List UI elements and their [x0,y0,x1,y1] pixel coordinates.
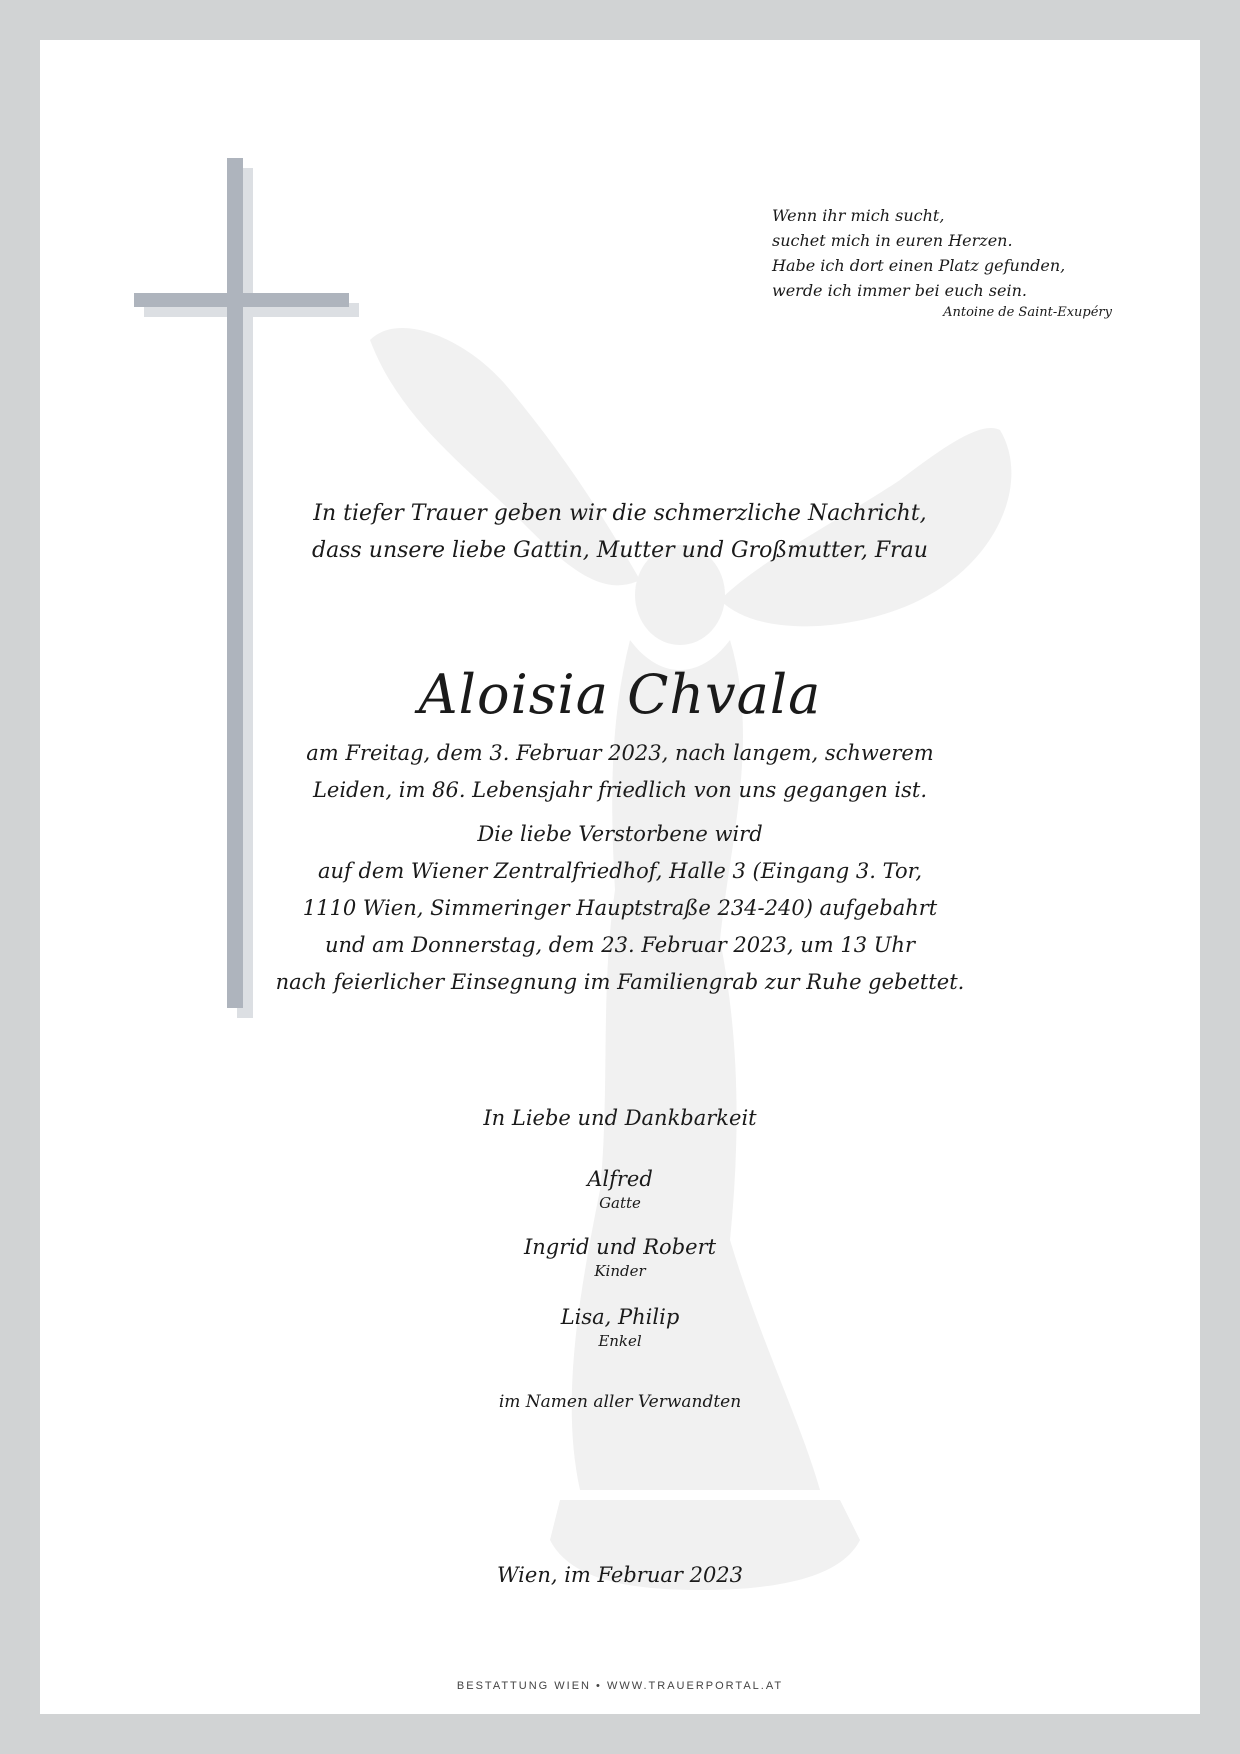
intro-line: In tiefer Trauer geben wir die schmerzliche Nachricht, [313,501,927,526]
footer-link[interactable]: BESTATTUNG WIEN • WWW.TRAUERPORTAL.AT [456,1680,784,1692]
quote-author: Antoine de Saint-Exupéry [943,305,1112,320]
mourner [40,1233,1200,1281]
quote-line: Habe ich dort einen Platz gefunden, [772,256,1066,275]
quote-line: Wenn ihr mich sucht, [772,206,945,225]
place-date: Wien, im Februar 2023 [496,1563,744,1587]
quote-line: suchet mich in euren Herzen. [772,231,1013,250]
mourner [40,1165,1200,1213]
memorial-quote [772,203,1172,323]
funeral-line: nach feierlicher Einsegnung im Familiengrab zur Ruhe gebettet. [275,970,965,994]
funeral-line: 1110 Wien, Simmeringer Hauptstraße 234-240) aufgebahrt [302,896,938,920]
quote-line: werde ich immer bei euch sein. [772,281,1027,300]
mourner-name: Ingrid und Robert [523,1235,717,1259]
funeral-line: auf dem Wiener Zentralfriedhof, Halle 3 (Eingang 3. Tor, [317,859,923,883]
funeral-details [40,816,1200,1001]
closing-line: In Liebe und Dankbarkeit [483,1106,757,1130]
mourner-name: Alfred [587,1167,653,1191]
deceased-name: Aloisia Chvala [418,663,822,726]
mourner-relation: Gatte [599,1194,641,1212]
relatives-note: im Namen aller Verwandten [498,1392,742,1412]
funeral-line: Die liebe Verstorbene wird [477,822,763,846]
announcement-intro [40,495,1200,569]
details-line: am Freitag, dem 3. Februar 2023, nach langem, schwerem [306,741,934,765]
details-line: Leiden, im 86. Lebensjahr friedlich von uns gegangen ist. [312,778,928,802]
mourner-relation: Kinder [594,1262,646,1280]
intro-line: dass unsere liebe Gattin, Mutter und Großmutter, Frau [312,538,928,563]
obituary-sheet [40,40,1200,1714]
mourner-name: Lisa, Philip [560,1305,680,1329]
mourner-relation: Enkel [598,1332,642,1350]
death-details [40,735,1200,809]
mourner [40,1303,1200,1351]
funeral-line: und am Donnerstag, dem 23. Februar 2023, um 13 Uhr [325,933,915,957]
